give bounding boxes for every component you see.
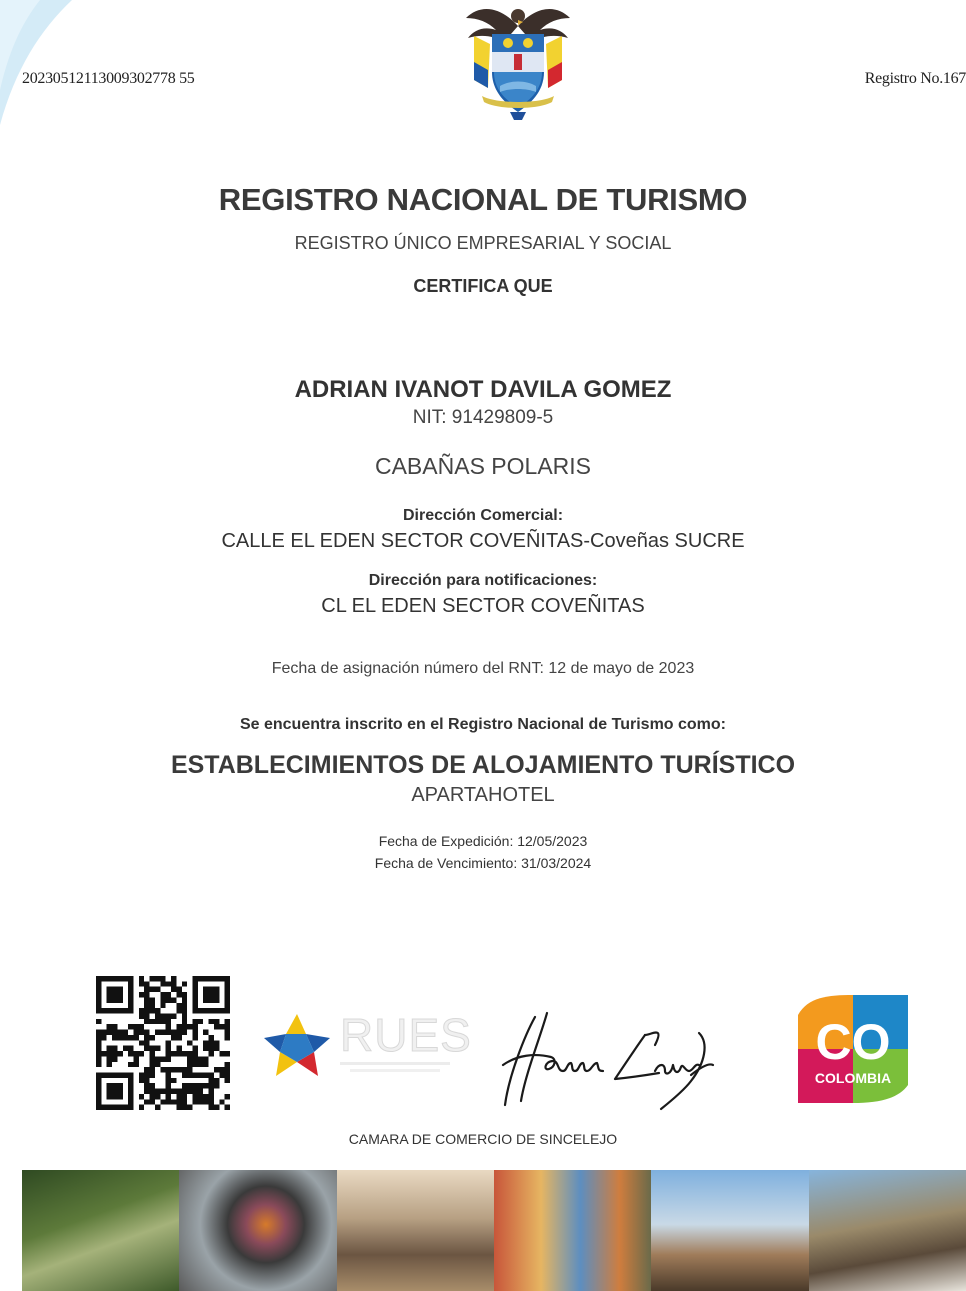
tourism-subcategory: APARTAHOTEL [411,784,555,806]
co-wordmark: CO [815,1014,891,1070]
rnt-assignment-date: Fecha de asignación número del RNT: 12 de mayo de 2023 [271,660,695,677]
photo-cathedral [651,1170,808,1291]
corner-swoosh-decoration [0,0,80,130]
commercial-address-label: Dirección Comercial: [402,507,564,524]
chamber-of-commerce: CAMARA DE COMERCIO DE SINCELEJO [348,1131,618,1147]
holder-nit: NIT: 91429809-5 [412,407,554,428]
rues-logo-text [340,1009,472,1080]
colombia-wordmark: COLOMBIA [814,1070,892,1086]
photo-vulture [179,1170,336,1291]
photo-strip [22,1170,966,1291]
inscrito-label: Se encuentra inscrito en el Registro Nacional de Turismo como: [239,716,727,733]
notification-address: CL EL EDEN SECTOR COVEÑITAS [321,595,645,617]
rues-wordmark: RUES [340,1009,472,1061]
issue-date: Fecha de Expedición: 12/05/2023 [378,833,588,849]
expiry-date: Fecha de Vencimiento: 31/03/2024 [374,855,592,871]
photo-cliffs [809,1170,966,1291]
colombia-coat-of-arms-icon [460,0,576,122]
certifica-que-heading: CERTIFICA QUE [413,276,553,296]
certificate-serial-number: 20230512113009302778 55 [22,70,195,87]
registro-number: Registro No.167 [864,70,966,87]
certificate-title: REGISTRO NACIONAL DE TURISMO [218,182,748,217]
signature-image [495,1005,725,1115]
business-name: CABAÑAS POLARIS [374,453,592,479]
photo-forest [22,1170,179,1291]
holder-name: ADRIAN IVANOT DAVILA GOMEZ [294,376,672,403]
photo-colonial-street [494,1170,651,1291]
rues-star-icon [262,1012,332,1078]
qr-code[interactable] [96,976,230,1110]
photo-musicians [337,1170,494,1291]
tourism-category: ESTABLECIMIENTOS DE ALOJAMIENTO TURÍSTICO [170,751,796,779]
colombia-co-logo [798,995,908,1103]
certificate-subtitle: REGISTRO ÚNICO EMPRESARIAL Y SOCIAL [294,233,672,253]
commercial-address: CALLE EL EDEN SECTOR COVEÑITAS-Coveñas SUCRE [221,530,745,552]
notification-address-label: Dirección para notificaciones: [368,572,598,589]
